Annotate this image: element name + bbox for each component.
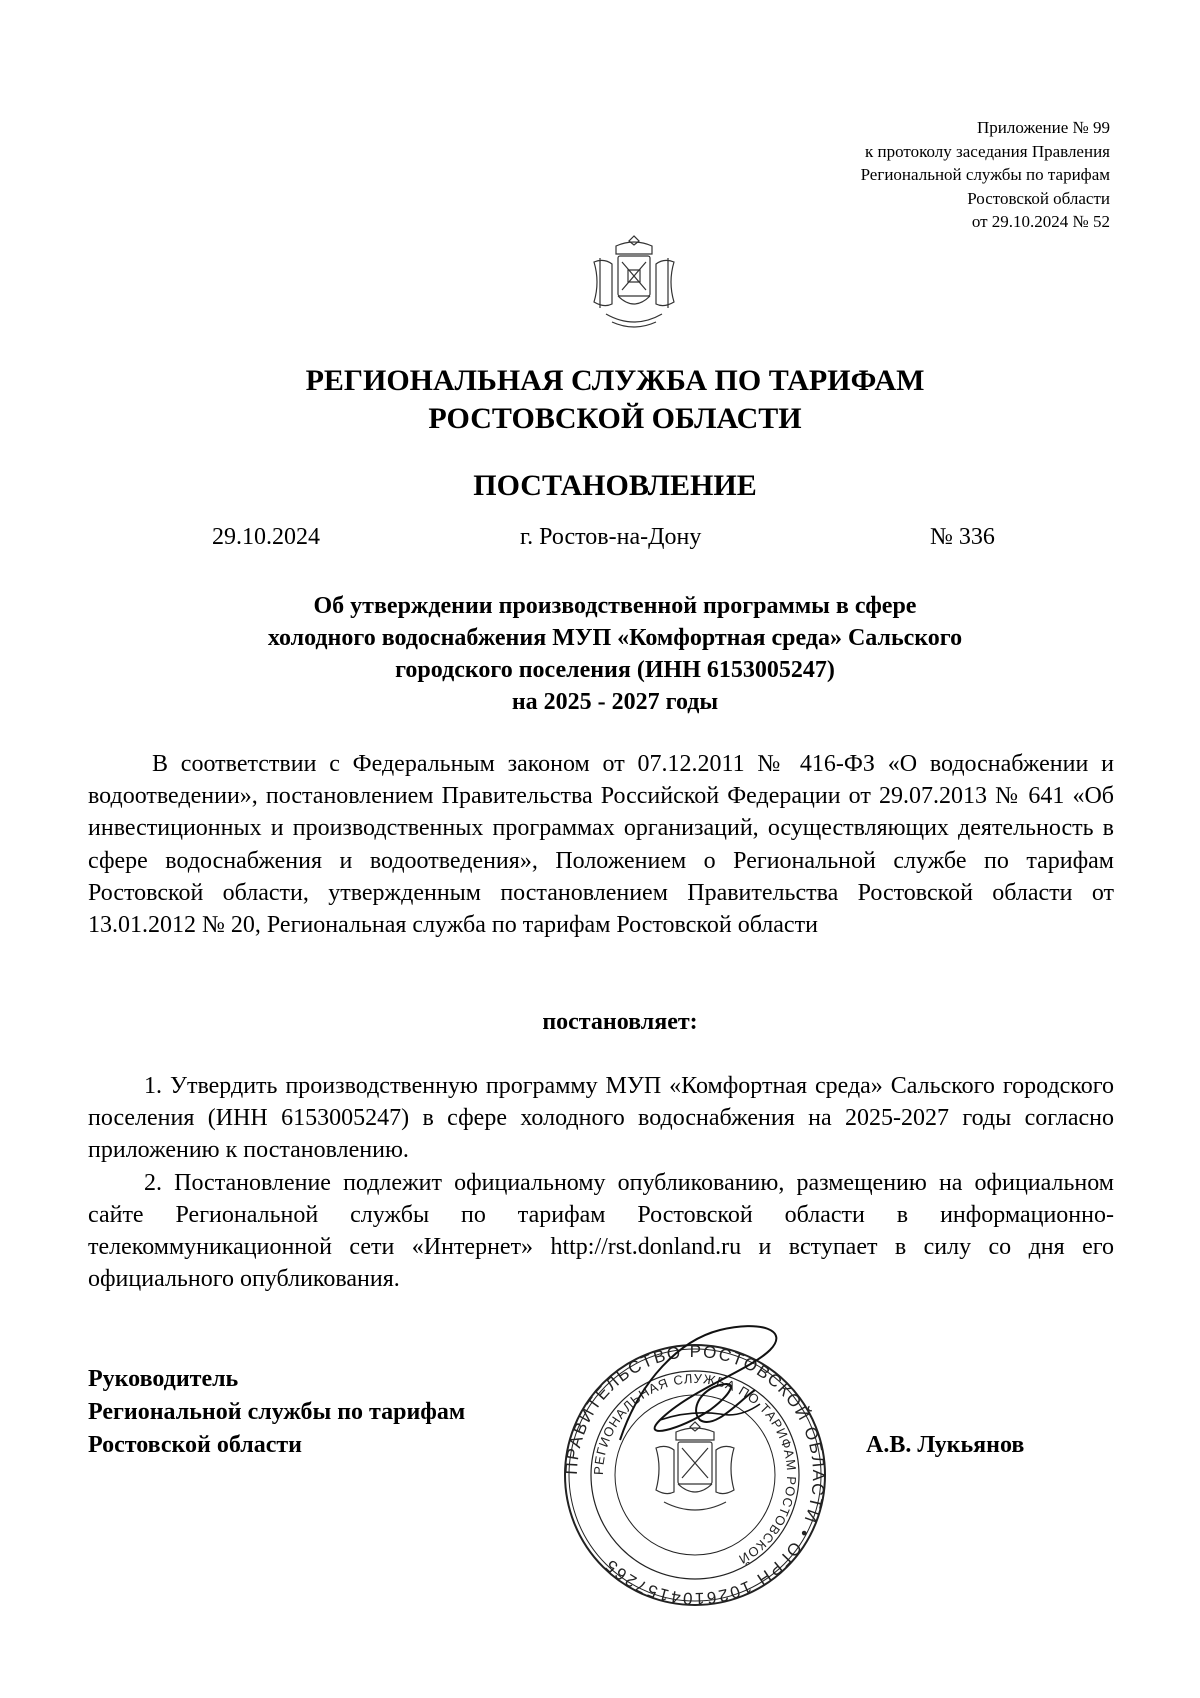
subject-line: Об утверждении производственной программы в сфере: [313, 593, 917, 619]
organization-line: РЕГИОНАЛЬНАЯ СЛУЖБА ПО ТАРИФАМ: [305, 364, 925, 397]
resolves-heading: постановляет:: [542, 1009, 698, 1035]
document-subject: [0, 590, 1200, 718]
annex-line: к протоколу заседания Правления: [865, 141, 1110, 161]
coat-of-arms-icon: [586, 232, 682, 332]
annex-line: Ростовской области: [967, 188, 1110, 208]
organization-line: РОСТОВСКОЙ ОБЛАСТИ: [428, 402, 802, 435]
seal-outer-text: ПРАВИТЕЛЬСТВО РОСТОВСКОЙ ОБЛАСТИ • ОГРН 1026104157265: [561, 1341, 829, 1609]
resolution-item: 2. Постановление подлежит официальному опубликованию, размещению на официальном сайте Региональной службы по тарифам Ростовской области в информационно-телекоммуникационной сети «Интернет» http://rst.donland.ru и вступает в силу со дня его официального опубликования.: [88, 1169, 1114, 1293]
resolution-items: [88, 1070, 1114, 1295]
signatory-title-line: Ростовской области: [88, 1432, 302, 1458]
resolution-item: 1. Утвердить производственную программу МУП «Комфортная среда» Сальского городского поселения (ИНН 6153005247) в сфере холодного водоснабжения на 2025-2027 годы согласно приложению к постановлению.: [88, 1073, 1114, 1164]
annex-block: [861, 116, 1110, 234]
annex-line: Региональной службы по тарифам: [860, 165, 1110, 184]
handwritten-signature: [600, 1320, 800, 1470]
signatory-title-line: Руководитель: [88, 1366, 239, 1392]
preamble-paragraph: [88, 748, 1114, 941]
document-city: г. Ростов-на-Дону: [520, 524, 702, 550]
subject-line: на 2025 - 2027 годы: [511, 689, 719, 715]
seal-inner-text: РЕГИОНАЛЬНАЯ СЛУЖБА ПО ТАРИФАМ РОСТОВСКОЙ: [590, 1370, 800, 1568]
signatory-title-line: Региональной службы по тарифам: [88, 1399, 466, 1425]
subject-line: холодного водоснабжения МУП «Комфортная среда» Сальского: [267, 625, 963, 651]
organization-name: [0, 362, 1200, 438]
document-number: № 336: [930, 524, 995, 550]
annex-line: Приложение № 99: [977, 118, 1110, 137]
preamble-text: В соответствии с Федеральным законом от 07.12.2011 № 416-ФЗ «О водоснабжении и водоотведении», постановлением Правительства Российской Федерации от 29.07.2013 № 641 «Об инвестиционных и производственных программах организаций, осуществляющих деятельность в сфере водоснабжения и водоотведения», Положением о Региональной службе по тарифам Ростовской области, утвержденным постановлением Правительства Ростовской области от 13.01.2012 № 20, Региональная служба по тарифам Ростовской области: [88, 751, 1114, 939]
signatory-name: А.В. Лукьянов: [866, 1432, 1025, 1458]
subject-line: городского поселения (ИНН 6153005247): [395, 657, 835, 683]
annex-line: от 29.10.2024 № 52: [971, 212, 1110, 231]
document-date: 29.10.2024: [212, 524, 320, 550]
signatory-title: [88, 1363, 465, 1462]
document-type: ПОСТАНОВЛЕНИЕ: [473, 469, 757, 502]
